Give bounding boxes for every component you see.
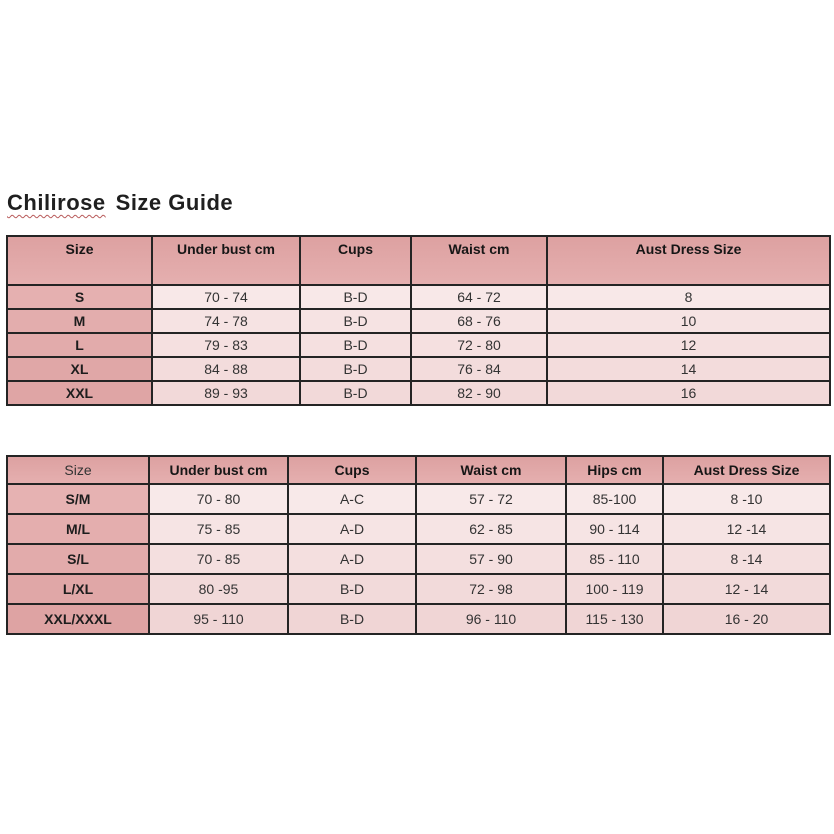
table-row [7, 514, 830, 544]
table-row [7, 285, 830, 309]
size-label-cell: S/M [7, 484, 149, 514]
column-header: Under bust cm [152, 236, 300, 285]
page-title [7, 190, 233, 216]
size-label-cell: L [7, 333, 152, 357]
value-cell: B-D [288, 574, 416, 604]
value-cell: 70 - 74 [152, 285, 300, 309]
value-cell: A-D [288, 514, 416, 544]
value-cell: 74 - 78 [152, 309, 300, 333]
value-cell: 85 - 110 [566, 544, 663, 574]
value-cell: 80 -95 [149, 574, 288, 604]
value-cell: 70 - 80 [149, 484, 288, 514]
column-header: Cups [300, 236, 411, 285]
table-row [7, 604, 830, 634]
value-cell: 82 - 90 [411, 381, 547, 405]
value-cell: 8 [547, 285, 830, 309]
size-label-cell: XXL [7, 381, 152, 405]
column-header: Aust Dress Size [547, 236, 830, 285]
value-cell: 115 - 130 [566, 604, 663, 634]
value-cell: B-D [288, 604, 416, 634]
value-cell: 12 - 14 [663, 574, 830, 604]
value-cell: A-D [288, 544, 416, 574]
value-cell: 90 - 114 [566, 514, 663, 544]
table-row [7, 381, 830, 405]
table-row [7, 544, 830, 574]
page-title-rest: Size Guide [115, 190, 234, 215]
value-cell: 72 - 98 [416, 574, 566, 604]
table-row [7, 357, 830, 381]
value-cell: 68 - 76 [411, 309, 547, 333]
value-cell: 95 - 110 [149, 604, 288, 634]
size-label-cell: S/L [7, 544, 149, 574]
value-cell: B-D [300, 309, 411, 333]
column-header: Size [7, 456, 149, 484]
value-cell: 10 [547, 309, 830, 333]
value-cell: 57 - 90 [416, 544, 566, 574]
size-table-fixed [6, 235, 831, 406]
size-label-cell: XXL/XXXL [7, 604, 149, 634]
size-label-cell: XL [7, 357, 152, 381]
table-row [7, 574, 830, 604]
value-cell: 57 - 72 [416, 484, 566, 514]
column-header: Cups [288, 456, 416, 484]
value-cell: 89 - 93 [152, 381, 300, 405]
value-cell: 70 - 85 [149, 544, 288, 574]
size-label-cell: S [7, 285, 152, 309]
column-header: Size [7, 236, 152, 285]
value-cell: 64 - 72 [411, 285, 547, 309]
value-cell: 14 [547, 357, 830, 381]
table-row [7, 309, 830, 333]
value-cell: 75 - 85 [149, 514, 288, 544]
column-header: Aust Dress Size [663, 456, 830, 484]
size-label-cell: M/L [7, 514, 149, 544]
value-cell: B-D [300, 333, 411, 357]
brand-name: Chilirose [7, 190, 106, 215]
value-cell: 100 - 119 [566, 574, 663, 604]
value-cell: 8 -10 [663, 484, 830, 514]
value-cell: 84 - 88 [152, 357, 300, 381]
header-row [7, 236, 830, 285]
table-row [7, 333, 830, 357]
value-cell: 62 - 85 [416, 514, 566, 544]
column-header: Under bust cm [149, 456, 288, 484]
value-cell: 12 [547, 333, 830, 357]
value-cell: A-C [288, 484, 416, 514]
size-table-combo [6, 455, 831, 635]
value-cell: 72 - 80 [411, 333, 547, 357]
table-row [7, 484, 830, 514]
size-label-cell: L/XL [7, 574, 149, 604]
value-cell: 79 - 83 [152, 333, 300, 357]
value-cell: B-D [300, 381, 411, 405]
value-cell: 16 [547, 381, 830, 405]
value-cell: 12 -14 [663, 514, 830, 544]
column-header: Hips cm [566, 456, 663, 484]
value-cell: 8 -14 [663, 544, 830, 574]
value-cell: B-D [300, 285, 411, 309]
column-header: Waist cm [411, 236, 547, 285]
header-row [7, 456, 830, 484]
value-cell: 85-100 [566, 484, 663, 514]
size-label-cell: M [7, 309, 152, 333]
value-cell: 76 - 84 [411, 357, 547, 381]
column-header: Waist cm [416, 456, 566, 484]
value-cell: 16 - 20 [663, 604, 830, 634]
value-cell: B-D [300, 357, 411, 381]
value-cell: 96 - 110 [416, 604, 566, 634]
